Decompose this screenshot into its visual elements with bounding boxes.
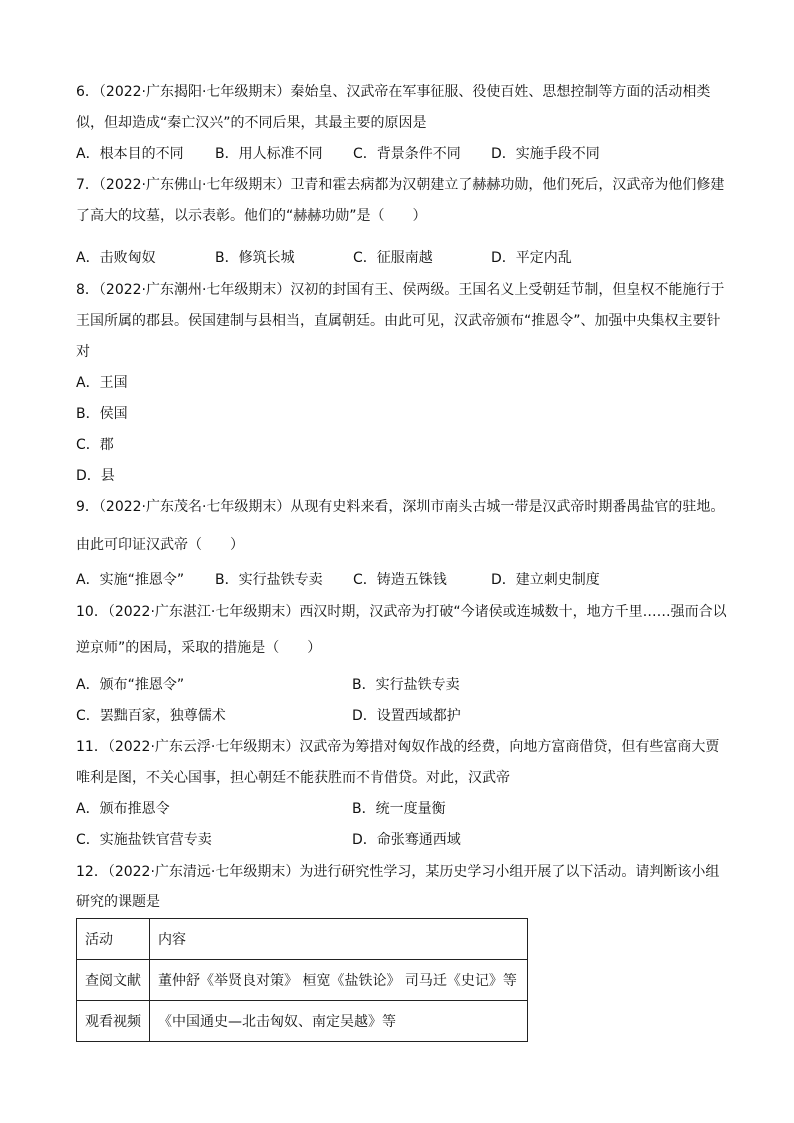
q12-line-1: 12．（2022·广东清远·七年级期末）为进行研究性学习，某历史学习小组开展了以下活动。请判断该小组 [76,864,720,880]
q6-option-c[interactable]: C．背景条件不同 [353,146,461,162]
q11-option-a[interactable]: A．颁布推恩令 [76,801,170,817]
q7-line-2: 了高大的坟墓，以示表彰。他们的“赫赫功勋”是（ ） [76,208,427,224]
table-cell: 《中国通史—北击匈奴、南定吴越》等 [150,1001,528,1042]
q9-option-c[interactable]: C．铸造五铢钱 [353,572,447,588]
table-header-cell: 活动 [77,919,150,960]
q11-line-1: 11．（2022·广东云浮·七年级期末）汉武帝为筹措对匈奴作战的经费，向地方富商借贷，但有些富商大贾 [76,739,720,755]
q8-line-1: 8．（2022·广东潮州·七年级期末）汉初的封国有王、侯两级。王国名义上受朝廷节制，但皇权不能施行于 [76,282,725,298]
table-cell: 查阅文献 [77,960,150,1001]
q11-option-b[interactable]: B．统一度量衡 [352,801,446,817]
q10-line-2: 逆京师”的困局，采取的措施是（ ） [76,640,322,656]
q6-line-1: 6．（2022·广东揭阳·七年级期末）秦始皇、汉武帝在军事征服、役使百姓、思想控制等方面的活动相类 [76,84,711,100]
q9-option-d[interactable]: D．建立刺史制度 [491,572,600,588]
q6-line-2: 似，但却造成“秦亡汉兴”的不同后果，其最主要的原因是 [76,115,427,131]
q6-option-b[interactable]: B．用人标准不同 [215,146,323,162]
q8-line-2: 王国所属的郡县。侯国建制与县相当，直属朝廷。由此可见，汉武帝颁布“推恩令”、加强中央集权主要针 [76,313,721,329]
table-row [77,1001,528,1042]
q10-option-d[interactable]: D．设置西域都护 [352,708,461,724]
q7-option-b[interactable]: B．修筑长城 [215,250,295,266]
q6-option-a[interactable]: A．根本目的不同 [76,146,184,162]
q7-option-d[interactable]: D．平定内乱 [491,250,572,266]
q9-line-1: 9．（2022·广东茂名·七年级期末）从现有史料来看，深圳市南头古城一带是汉武帝时期番禺盐官的驻地。 [76,499,725,515]
q10-option-b[interactable]: B．实行盐铁专卖 [352,677,460,693]
table-row [77,960,528,1001]
table-cell: 董仲舒《举贤良对策》 桓宽《盐铁论》 司马迁《史记》等 [150,960,528,1001]
q8-option-d[interactable]: D．县 [76,468,115,484]
q8-option-c[interactable]: C．郡 [76,437,114,453]
q10-option-a[interactable]: A．颁布“推恩令” [76,677,185,693]
q10-line-1: 10．（2022·广东湛江·七年级期末）西汉时期，汉武帝为打破“今诸侯或连城数十，地方千里……强而合以 [76,604,727,620]
activity-table [76,918,528,1042]
table-header-cell: 内容 [150,919,528,960]
q11-option-c[interactable]: C．实施盐铁官营专卖 [76,832,212,848]
q8-option-b[interactable]: B．侯国 [76,406,128,422]
q6-option-d[interactable]: D．实施手段不同 [491,146,600,162]
q8-option-a[interactable]: A．王国 [76,375,128,391]
q7-line-1: 7．（2022·广东佛山·七年级期末）卫青和霍去病都为汉朝建立了赫赫功勋，他们死后，汉武帝为他们修建 [76,177,725,193]
q7-option-c[interactable]: C．征服南越 [353,250,433,266]
q11-line-2: 唯利是图，不关心国事，担心朝廷不能获胜而不肯借贷。对此，汉武帝 [76,770,510,786]
q9-line-2: 由此可印证汉武帝（ ） [76,537,244,553]
table-header-row [77,919,528,960]
q11-option-d[interactable]: D．命张骞通西域 [352,832,461,848]
q8-line-3: 对 [76,344,90,360]
q12-line-2: 研究的课题是 [76,894,160,910]
q9-option-a[interactable]: A．实施“推恩令” [76,572,185,588]
table-cell: 观看视频 [77,1001,150,1042]
q9-option-b[interactable]: B．实行盐铁专卖 [215,572,323,588]
q7-option-a[interactable]: A．击败匈奴 [76,250,156,266]
q10-option-c[interactable]: C．罢黜百家，独尊儒术 [76,708,226,724]
